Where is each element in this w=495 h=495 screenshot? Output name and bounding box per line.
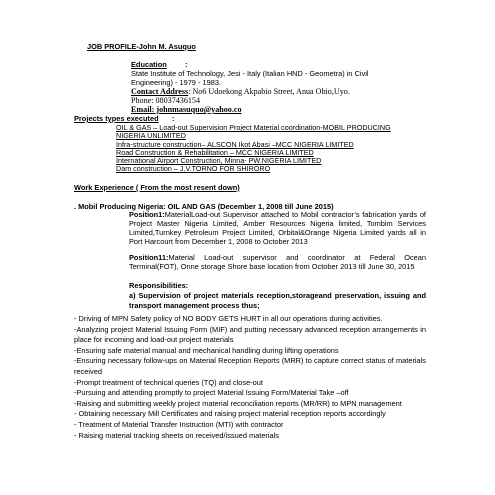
project-item-1: OIL & GAS – Load-out Supervision Project Material coordination-MOBIL PRODUCING [116, 123, 391, 132]
projects-list [116, 124, 436, 174]
contact-address-value: : No6 Udoekong Akpabio Street, Anua Obio,Uyo. [188, 87, 350, 96]
duties-list [74, 314, 426, 441]
company-heading: . Mobil Producing Nigeria: OIL AND GAS (December 1, 2008 till June 2015) [74, 202, 334, 211]
contact-email[interactable]: Email: johnmasuquo@yahoo.co [131, 105, 242, 114]
duty-item-10: - Raising material tracking sheets on received/issued materials [74, 430, 279, 440]
contact-address [131, 88, 350, 96]
position-2-text: Material Load-out supervisor and coordinator at Federal Ocean Terminal(FOT), Onne storage Shore base location from October 2013 till June 30, 2015 [129, 253, 426, 271]
page-title: JOB PROFILE-John M. Asuquo [87, 42, 196, 51]
projects-heading: Projects types executed [74, 114, 159, 123]
contact-address-label: Contact Address [131, 87, 189, 96]
project-item-6: Dam construction – J.V.TORNO FOR SHIRORO [116, 164, 271, 174]
project-item-5: International Airport Construction, Minna- PW.NIGERIA LIMITED [116, 156, 322, 166]
position-1-paragraph [129, 211, 426, 247]
responsibility-a: a) Supervision of project materials reception,storageand preservation, issuing and transport management process thus; [129, 291, 426, 310]
education-line-1: State Institute of Technology, Jesi - Italy (Italian HND - Geometra) in Civil [131, 69, 369, 78]
responsibilities-heading: Responsibilities: [129, 281, 189, 290]
education-line-2: Engineering) - 1979 - 1983. [131, 78, 221, 87]
projects-colon: : [172, 114, 175, 123]
contact-phone: Phone: 08037436154 [131, 96, 201, 105]
duty-item-4: -Ensuring necessary follow-ups on Material Reception Reports (MRR) to capture correct status of materials received [74, 356, 426, 376]
duty-item-6: -Pursuing and attending promptly to project Material Issuing Form/Material Take –off [74, 388, 349, 398]
duty-item-1: - Driving of MPN Safety policy of NO BODY GETS HURT in all our operations during activities. [74, 314, 383, 323]
project-item-3: Infra-structure construction– ALSCON Ikot Abasi –MCC NIGERIA LIMITED [116, 139, 354, 149]
education-heading: Education [131, 60, 167, 69]
project-item-4: Road Construction & Rehabilitation – MCC NIGERIA LIMITED [116, 147, 314, 157]
project-item-2: NIGERIA UNLIMITED [116, 131, 186, 141]
duty-item-2: -Analyzing project Material Issuing Form (MIF) and putting necessary advanced reception arrangements in place for incoming and load-out project materials [74, 324, 426, 345]
duty-item-9: - Treatment of Material Transfer Instruction (MTI) with contractor [74, 419, 284, 429]
duty-item-8: - Obtaining necessary Mill Certificates and raising project material reception reports accordingly [74, 409, 386, 419]
work-experience-heading: Work Experience ( From the most resent down) [74, 183, 240, 192]
duty-item-5: -Prompt treatment of technical queries (TQ) and close-out [74, 377, 263, 387]
education-colon: : [185, 60, 188, 69]
position-1-text: MaterialLoad-out Supervisor attached to Mobil contractor’s fabrication yards of Project Master Nigeria Limited, Amber Resources Nigeria limited, Tombim Services Limited,Turnkey Petroleum Project Limited, Orbital&Orange Nigeria Limited yards all in Port Harcourt from December 1, 2008 to October 2013 [129, 210, 426, 246]
duty-item-7: -Raising and submitting weekly project material reconciliation reports (MR/RR) to MPN management [74, 398, 402, 408]
position-2-label: Position11: [129, 253, 169, 262]
duty-item-3: -Ensuring safe material manual and mechanical handling during lifting operations [74, 345, 339, 355]
position-1-label: Position1: [129, 210, 165, 219]
position-2-paragraph [129, 254, 426, 272]
